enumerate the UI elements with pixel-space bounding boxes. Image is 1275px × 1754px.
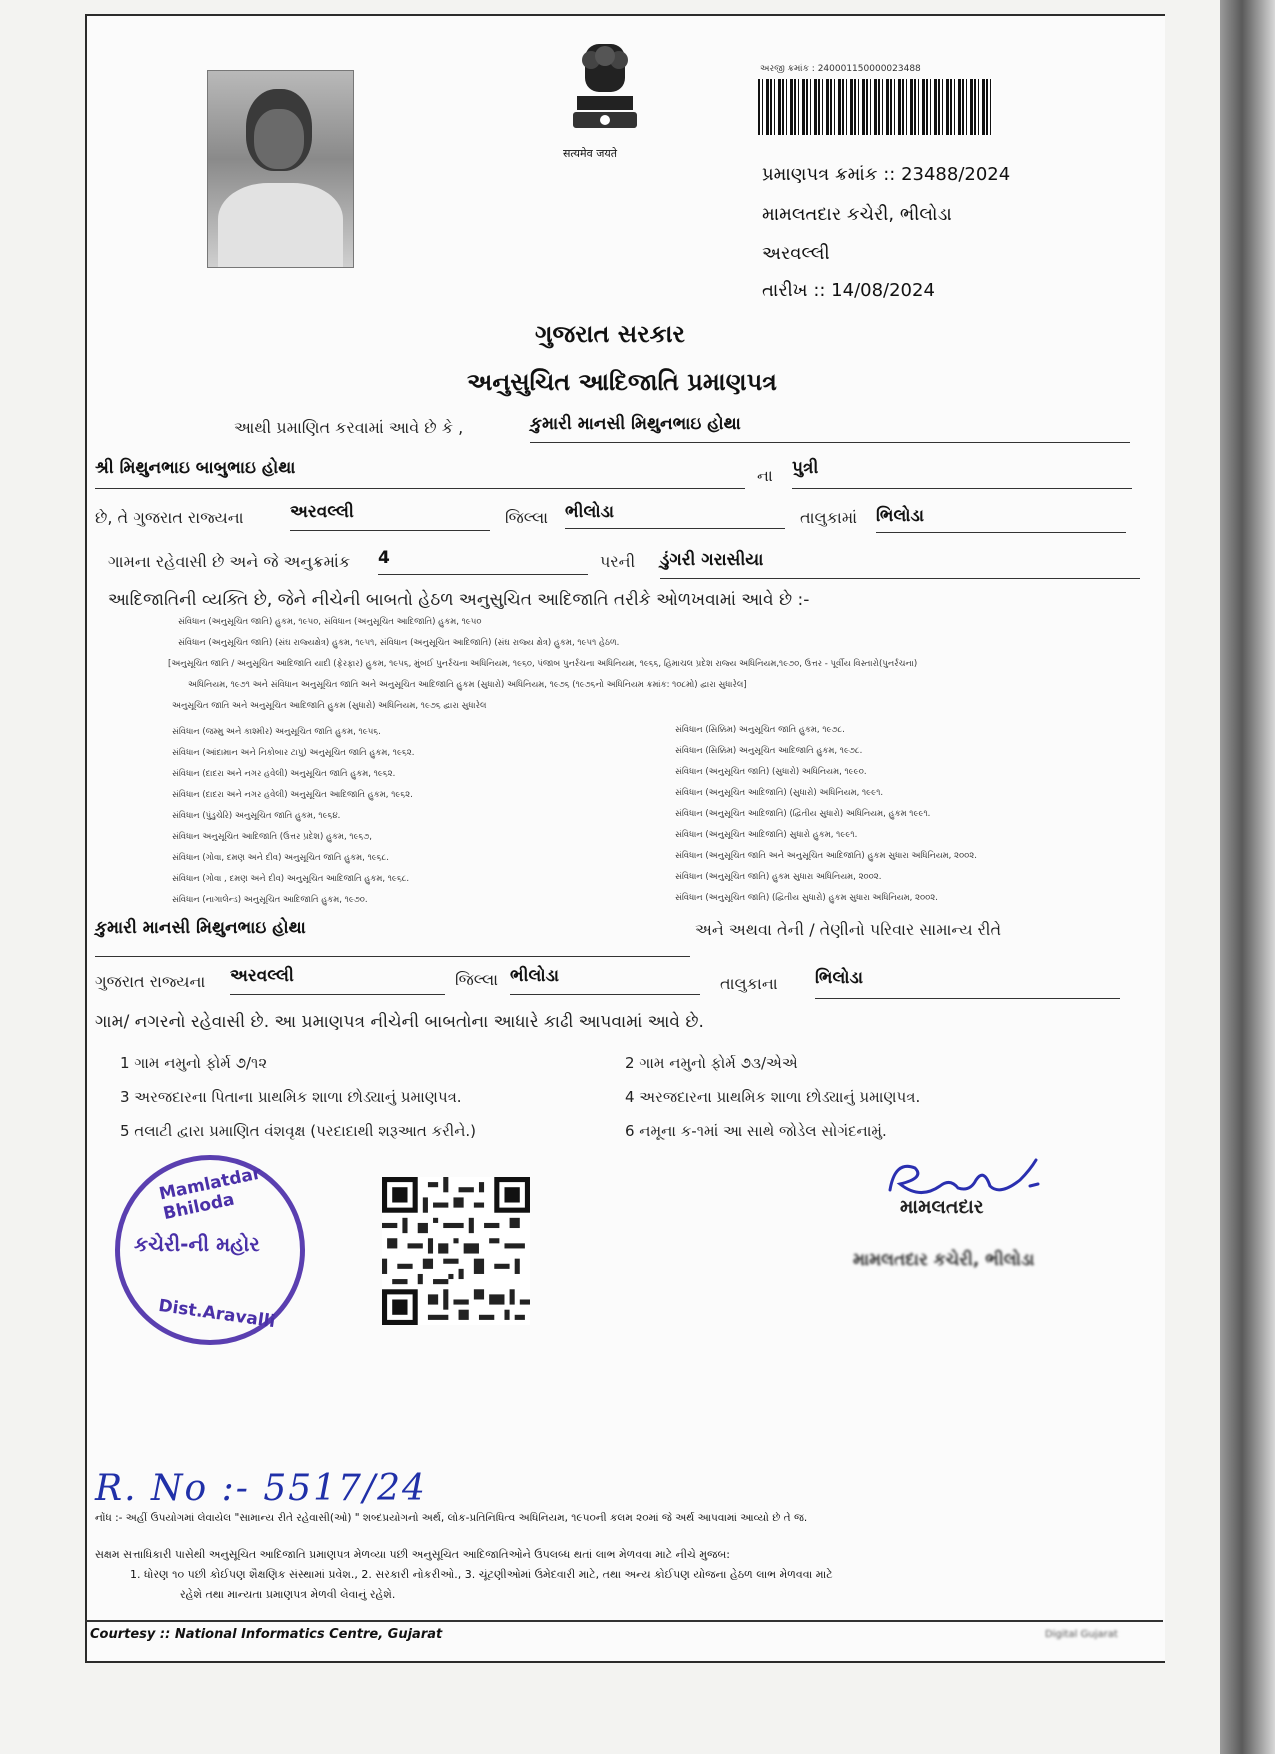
basis-item: 5 તલાટી દ્વારા પ્રમાણિત વંશવૃક્ષ (પરદાદાથી શરૂઆત કરીને.): [120, 1122, 477, 1140]
orders-left: [172, 722, 414, 911]
order-line: સંવિધાન (અનુસૂચિત જાતિ) હુકમ સુધારા અધિનિયમ, ૨૦૦૨.: [675, 872, 882, 882]
order-line: [અનુસૂચિત જાતિ / અનુસૂચિત આદિજાતિ યાદી (ફેરફાર) હુકમ, ૧૯૫૬, મુંબઈ પુનર્રચના અધિનિયમ, ૧૯૬૦, પંજાબ પુનર્રચના અધિનિયમ, ૧૯૬૬, હિમાચલ પ્રદેશ રાજ્ય અધિનિયમ,૧૯૭૦, ઉત્તર - પૂર્વીય વિસ્તારો(પુનર્રચના): [168, 659, 918, 669]
order-line: સંવિધાન અનુસૂચિત આદિજાતિ (ઉત્તર પ્રદેશ) હુકમ, ૧૯૬૭,: [172, 832, 373, 842]
applicant-photo: [207, 70, 354, 268]
issuing-district: અરવલ્લી: [762, 243, 830, 264]
orders-right: [675, 720, 977, 909]
tribe-name: ડુંગરી ગરાસીયા: [660, 550, 1140, 579]
basis-item: 4 અરજદારના પ્રાથમિક શાળા છોડ્યાનું પ્રમાણપત્ર.: [625, 1088, 921, 1106]
order-line: સંવિધાન (આંદામાન અને નિકોબાર ટાપુ) અનુસૂચિત જાતિ હુકમ, ૧૯૬૨.: [172, 748, 415, 758]
family-text: અને અથવા તેની / તેણીનો પરિવાર સામાન્ય રીતે: [695, 920, 1002, 939]
issuing-office: મામલતદાર કચેરી, ભીલોડા: [762, 204, 952, 225]
order-line: સંવિધાન (અનુસૂચિત આદિજાતિ) (દ્વિતીય સુધારો) અધિનિયમ, હુકમ ૧૯૯૧.: [675, 809, 931, 819]
resident-text: ગામના રહેવાસી છે અને જે અનુક્રમાંક: [108, 552, 351, 571]
village: અરવલ્લી: [290, 502, 490, 531]
applicant-name: કુમારી માનસી મિથુનભાઇ હોથા: [530, 414, 1130, 443]
state-prefix: છે, તે ગુજરાત રાજ્યના: [95, 508, 244, 527]
taluka-label: તાલુકામાં: [800, 508, 858, 527]
signatory-title: મામલતદાર: [900, 1196, 984, 1218]
relation: પુત્રી: [792, 458, 1132, 489]
emblem-motto: सत्यमेव जयते: [563, 147, 618, 160]
order-line: સંવિધાન (પુંડુચેરિ) અનુસૂચિત જાતિ હુકમ, ૧૯૬૪.: [172, 811, 341, 821]
order-line: સંવિધાન (અનુસૂચિત આદિજાતિ) સુધારો હુકમ, ૧૯૯૧.: [675, 830, 858, 840]
order-line: સંવિધાન (અનુસૂચિત જાતિ) (સુધારો) અધિનિયમ, ૧૯૯૦.: [675, 767, 867, 777]
basis-text: ગામ/ નગરનો રહેવાસી છે. આ પ્રમાણપત્ર નીચેની બાબતોના આધારે કાઢી આપવામાં આવે છે.: [95, 1012, 704, 1032]
seal-top-text: Mamlatdar Bhiloda: [157, 1163, 263, 1225]
state-prefix-2: ગુજરાત રાજ્યના: [95, 972, 206, 991]
na-label: ના: [757, 466, 773, 485]
order-line: અધિનિયમ, ૧૯૭૧ અને સંવિધાન અનુસૂચિત જાતિ અને અનુસૂચિત આદિજાતિ હુકમ (સુધારો) અધિનિયમ, ૧૯૭૬ (૧૯૭૬નો અધિનિયમ ક્રમાંક: ૧૦૮મો) દ્વારા સુધારેલ]: [188, 680, 747, 690]
courtesy-text: Courtesy :: National Informatics Centre, Gujarat: [90, 1627, 443, 1642]
certificate-number: પ્રમાણપત્ર ક્રમાંક :: 23488/2024: [762, 164, 1011, 185]
district-value-2: ભીલોડા: [510, 966, 700, 995]
orders-top: [168, 612, 917, 717]
basis-item: 2 ગામ નમુનો ફોર્મ ૭૩/એએ: [625, 1054, 798, 1072]
order-line: અનુસૂચિત જાતિ અને અનુસૂચિત આદિજાતિ હુકમ (સુધારો) અધિનિયમ, ૧૯૭૬ દ્વારા સુધારેલ: [172, 701, 487, 711]
village-2: અરવલ્લી: [230, 966, 445, 995]
seal-bottom-text: Dist.Aravalli: [157, 1295, 277, 1333]
note-text: નોંધ :- અહીં ઉપયોગમાં લેવાયેલ "સામાન્ય રીતે રહેવાસી(ઓ) " શબ્દપ્રયોગનો અર્થ, લોક-પ્રતિનિધિત્વ અધિનિયમ, ૧૯૫૦ની કલમ ૨૦માં જે અર્થ આપવામાં આવ્યો છે તે જ.: [95, 1512, 808, 1524]
page-edge-shadow: [1220, 0, 1275, 1754]
order-line: સંવિધાન (દાદરા અને નગર હવેલી) અનુસૂચિત આદિજાતિ હુકમ, ૧૯૬૨.: [172, 790, 413, 800]
order-line: સંવિધાન (અનુસૂચિત જાતિ) (સંઘ રાજ્યક્ષેત્ર) હુકમ, ૧૯૫૧, સંવિધાન (અનુસૂચિત આદિજાતિ) (સંઘ રાજ્ય ક્ષેત્ર) હુકમ, ૧૯૫૧ હેઠળ.: [178, 638, 620, 648]
order-line: સંવિધાન (ગોવા, દમણ અને દીવ) અનુસૂચિત જાતિ હુકમ, ૧૯૬૮.: [172, 853, 389, 863]
certify-prefix: આથી પ્રમાણિત કરવામાં આવે છે કે ,: [234, 418, 464, 437]
order-line: સંવિધાન (અનુસૂચિત જાતિ) હુકમ, ૧૯૫૦, સંવિધાન (અનુસૂચિત આદિજાતિ) હુકમ, ૧૯૫૦: [178, 617, 482, 627]
order-line: સંવિધાન (સિક્કિમ) અનુસૂચિત આદિજાતિ હુકમ, ૧૯૭૮.: [675, 746, 863, 756]
district-label: જિલ્લા: [505, 508, 549, 527]
qr-code: [382, 1176, 530, 1326]
issue-date: તારીખ :: 14/08/2024: [762, 280, 935, 301]
competent-text: સક્ષમ સત્તાધિકારી પાસેથી અનુસૂચિત આદિજાતિ પ્રમાણપત્ર મેળવ્યા પછી અનુસૂચિત આદિજાતિઓને ઉપલબ્ધ થતાં લાભ મેળવવા માટે નીચે મુજબ:: [95, 1548, 730, 1561]
taluka-label-2: તાલુકાના: [720, 974, 778, 993]
order-line: સંવિધાન (નાગાલેન્ડ) અનુસૂચિત આદિજાતિ હુકમ, ૧૯૭૦.: [172, 895, 368, 905]
taluka-value-2: ભિલોડા: [815, 968, 1120, 999]
recognized-text: આદિજાતિની વ્યક્તિ છે, જેને નીચેની બાબતો હેઠળ અનુસુચિત આદિજાતિ તરીકે ઓળખવામાં આવે છે :-: [108, 590, 810, 610]
order-line: સંવિધાન (જમ્મુ અને કાશ્મીર) અનુસૂચિત જાતિ હુકમ, ૧૯૫૬.: [172, 727, 381, 737]
basis-item: 6 નમૂના ક-૧માં આ સાથે જોડેલ સોગંદનામું.: [625, 1122, 887, 1140]
order-line: સંવિધાન (અનુસૂચિત જાતિ) (દ્વિતીય સુધારો) હુકમ સુધારા અધિનિયમ, ૨૦૦૨.: [675, 893, 938, 903]
barcode: [758, 79, 993, 135]
office-seal: [115, 1155, 305, 1345]
certificate-title: અનુસુચિત આદિજાતિ પ્રમાણપત્ર: [467, 368, 777, 396]
order-line: સંવિધાન (ગોવા , દમણ અને દીવ) અનુસૂચિત આદિજાતિ હુકમ, ૧૯૬૮.: [172, 874, 410, 884]
benefit-item-cont: રહેશે તથા માન્યતા પ્રમાણપત્ર મેળવી લેવાનું રહેશે.: [180, 1588, 396, 1601]
footer-logo-text: Digital Gujarat: [1045, 1629, 1118, 1640]
district-value: ભીલોડા: [565, 502, 785, 529]
order-line: સંવિધાન (દાદરા અને નગર હવેલી) અનુસૂચિત જાતિ હુકમ, ૧૯૬૨.: [172, 769, 396, 779]
signatory-office: મામલતદાર કચેરી, ભીલોડા: [853, 1250, 1035, 1270]
order-line: સંવિધાન (અનુસૂચિત જાતિ અને અનુસૂચિત આદિજાતિ) હુકમ સુધારા અધિનિયમ, ૨૦૦૨.: [675, 851, 977, 861]
serial-number: 4: [378, 548, 588, 575]
applicant-name-2: કુમારી માનસી મિથુનભાઇ હોથા: [95, 918, 690, 957]
government-title: ગુજરાત સરકાર: [535, 320, 685, 348]
handwritten-register-number: R. No :- 5517/24: [95, 1468, 427, 1509]
basis-item: 3 અરજદારના પિતાના પ્રાથમિક શાળા છોડ્યાનું પ્રમાણપત્ર.: [120, 1088, 462, 1106]
state-emblem-icon: [555, 40, 655, 148]
order-line: સંવિધાન (સિક્કિમ) અનુસૂચિત જાતિ હુકમ, ૧૯૭૮.: [675, 725, 845, 735]
footer: [85, 1620, 1163, 1648]
taluka-value: ભિલોડા: [876, 506, 1126, 533]
order-line: સંવિધાન (અનુસૂચિત આદિજાતિ) (સુધારો) અધિનિયમ, ૧૯૯૧.: [675, 788, 884, 798]
parni-label: પરની: [600, 552, 636, 571]
father-name: શ્રી મિથુનભાઇ બાબુભાઇ હોથા: [95, 458, 745, 489]
district-label-2: જિલ્લા: [455, 970, 499, 989]
application-number: અરજી ક્રમાંક : 240001150000023488: [760, 64, 921, 74]
benefit-item: 1. ધોરણ ૧૦ પછી કોઈપણ શૈક્ષણિક સંસ્થામાં પ્રવેશ., 2. સરકારી નોકરીઓ., 3. ચૂંટણીઓમાં ઉમેદવારી માટે, તથા અન્ય કોઈપણ યોજના હેઠળ લાભ મેળવવા માટે: [130, 1568, 833, 1581]
basis-item: 1 ગામ નમુનો ફોર્મ ૭/૧૨: [120, 1054, 268, 1072]
seal-center-text: કચેરી-ની મહોર: [134, 1232, 260, 1256]
